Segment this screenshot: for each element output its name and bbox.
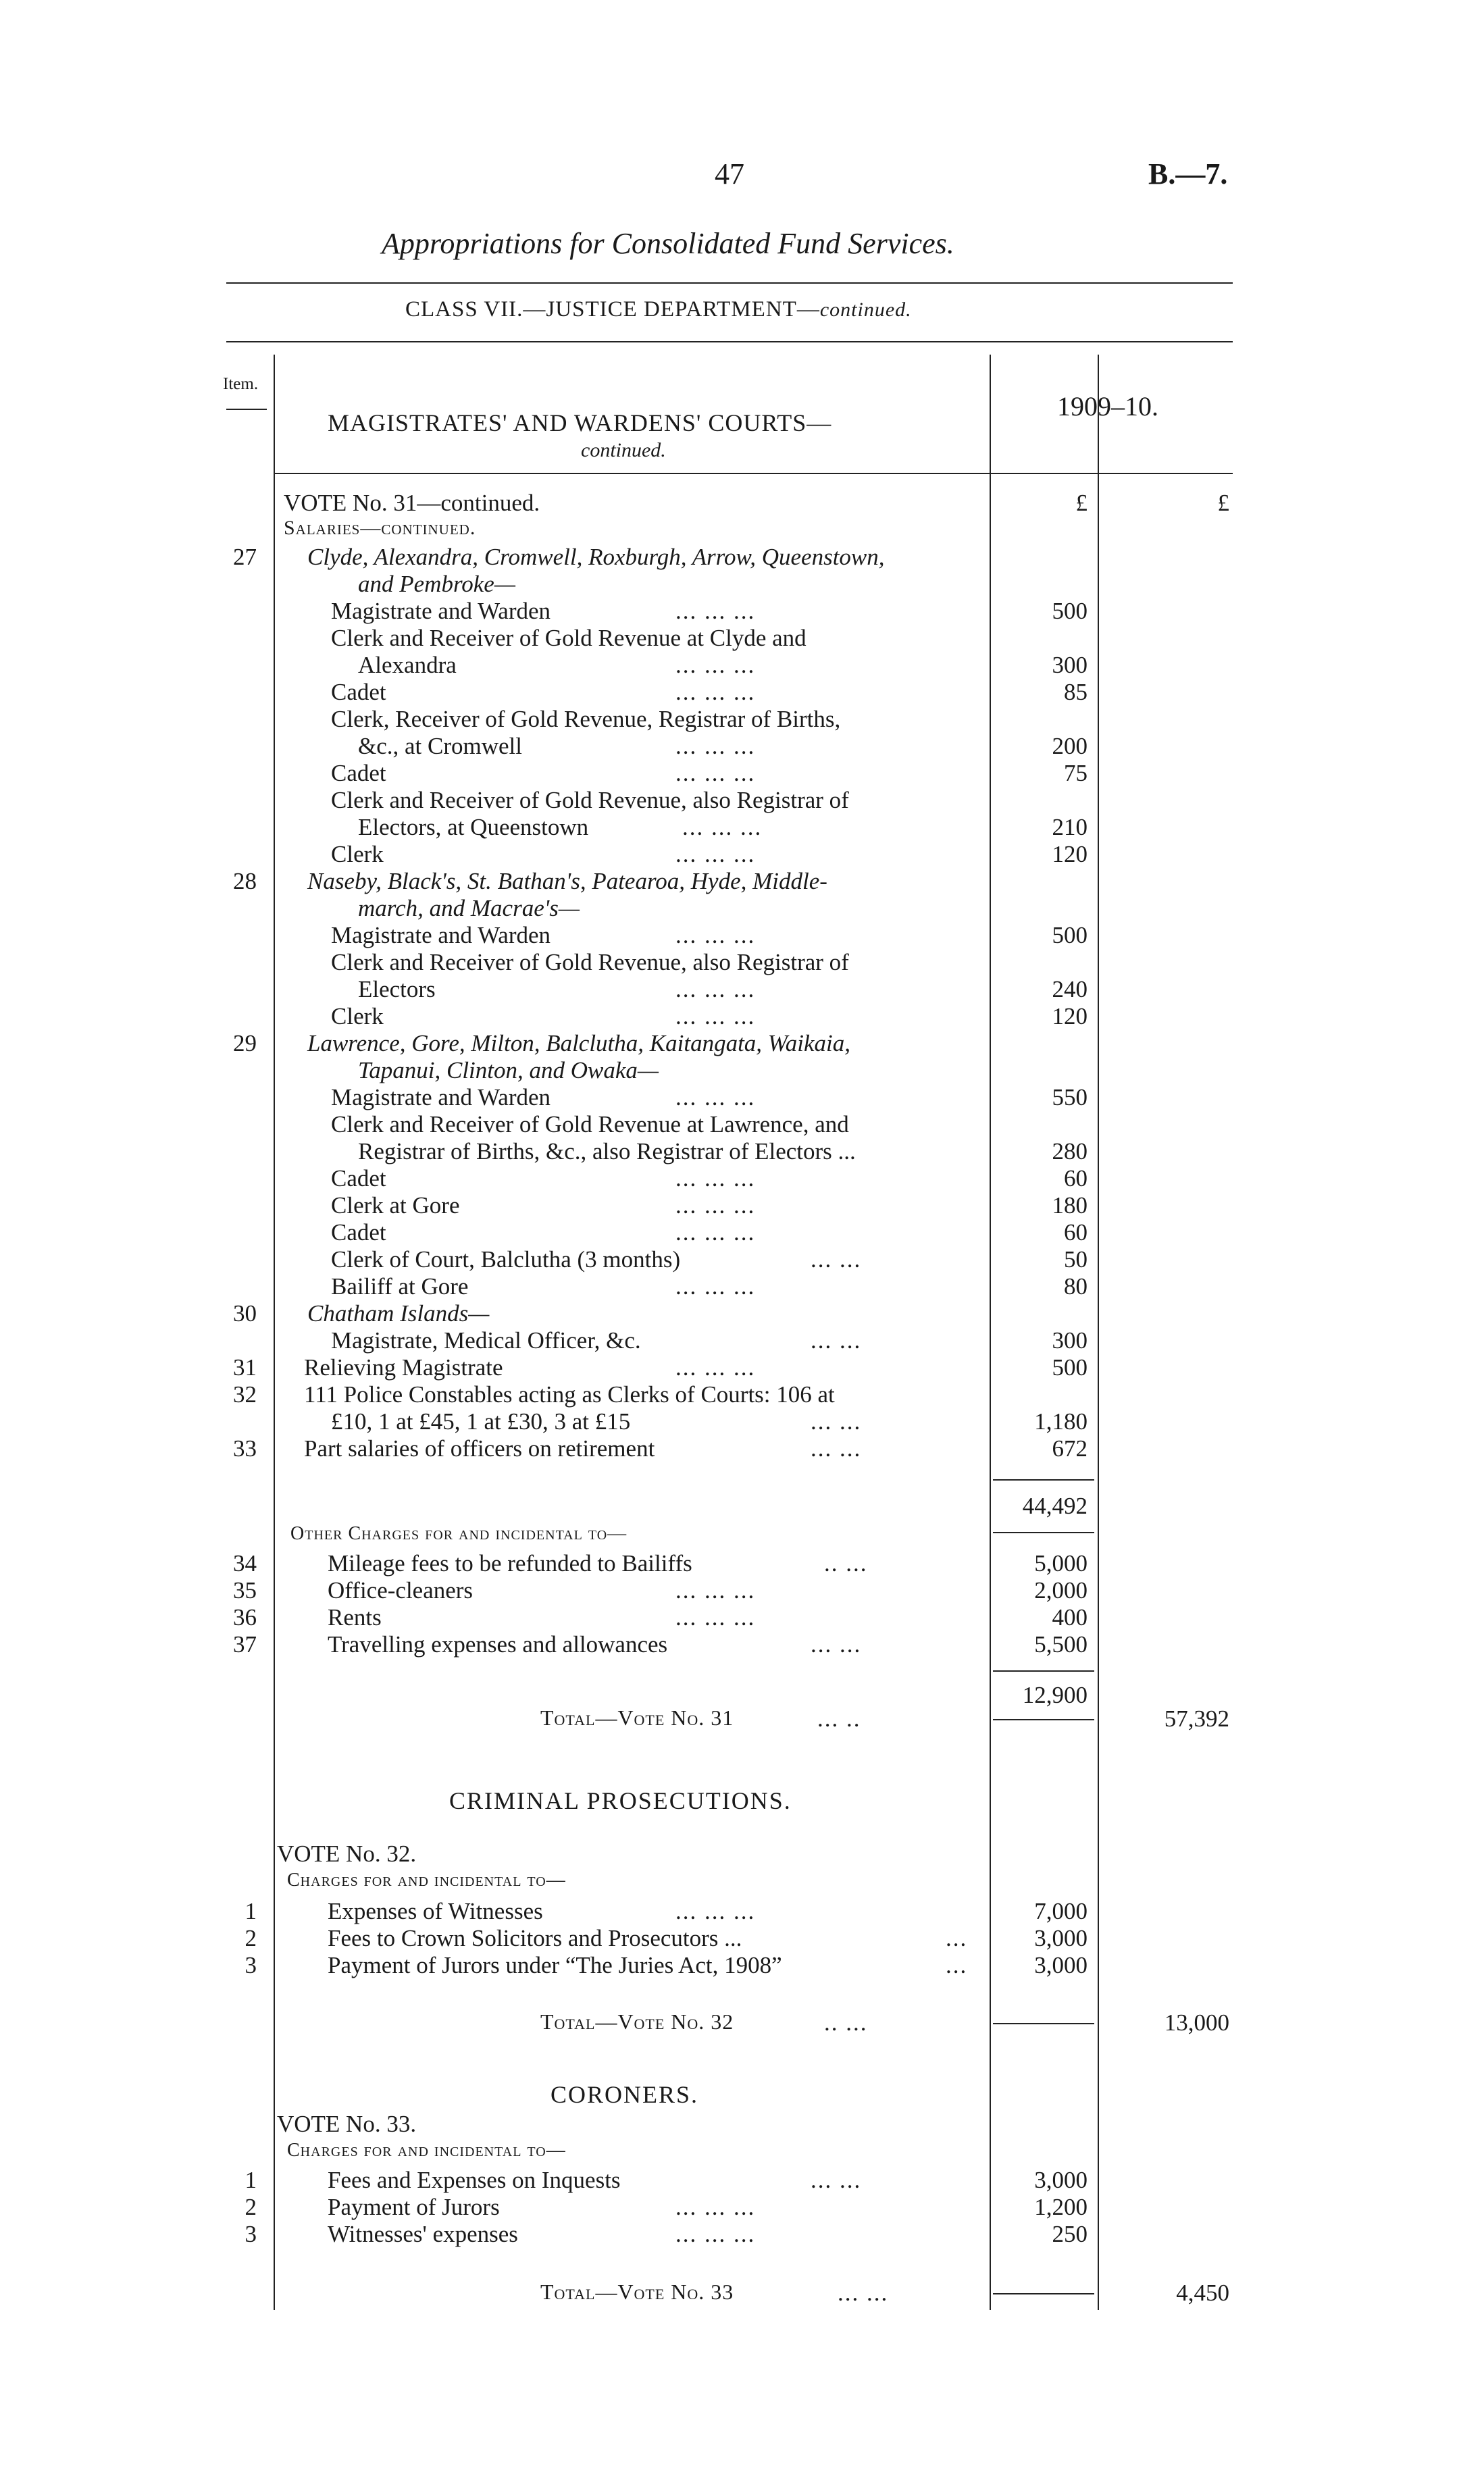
line-item-amount: 500 — [1052, 1354, 1088, 1381]
item-number: 35 — [233, 1577, 257, 1603]
leader-dots: .. ... — [824, 1550, 868, 1576]
table-row — [0, 1300, 1484, 1327]
leader-dots: ... ... ... — [675, 1354, 756, 1381]
table-row — [0, 1898, 1484, 1925]
district-names-cont: Tapanui, Clinton, and Owaka— — [358, 1057, 659, 1083]
salaries-heading: Salaries—continued. — [284, 517, 476, 539]
leader-dots: ... ... ... — [675, 1165, 756, 1191]
item-number: 27 — [233, 544, 257, 570]
item-number: 36 — [233, 1604, 257, 1631]
line-item-text: Mileage fees to be refunded to Bailiffs — [328, 1550, 692, 1576]
line-item-text: Clerk of Court, Balclutha (3 months) — [331, 1246, 681, 1273]
leader-dots: ... ... ... — [675, 1898, 756, 1924]
vote33-charges-heading-row — [0, 2140, 1484, 2167]
leader-dots: ... ... ... — [675, 2194, 756, 2220]
item-number: 2 — [245, 1925, 257, 1951]
subtotal-row — [0, 1682, 1484, 1709]
table-row — [0, 2221, 1484, 2248]
table-row — [0, 1030, 1484, 1057]
vote32-header-row — [0, 1841, 1484, 1868]
table-row — [0, 949, 1484, 976]
line-item-amount: 550 — [1052, 1084, 1088, 1110]
line-item-text: Payment of Jurors — [328, 2194, 500, 2220]
leader-dots: ... ... ... — [675, 652, 756, 678]
table-row — [0, 841, 1484, 868]
item-number: 3 — [245, 1952, 257, 1978]
salaries-heading-row — [0, 517, 1484, 544]
line-item-amount: 3,000 — [1034, 1925, 1088, 1951]
table-row — [0, 571, 1484, 598]
leader-dots: ... ... ... — [682, 814, 763, 840]
line-item-amount: 5,500 — [1034, 1631, 1088, 1658]
district-names-cont: march, and Macrae's— — [358, 895, 580, 921]
table-row — [0, 679, 1484, 706]
table-row — [0, 922, 1484, 949]
line-item-text: Magistrate and Warden — [331, 922, 551, 948]
line-item-amount: 3,000 — [1034, 1952, 1088, 1978]
leader-dots: ... ... — [811, 1435, 862, 1462]
vote32-charges-heading-row — [0, 1870, 1484, 1897]
vote32-charges-heading: Charges for and incidental to— — [287, 1870, 566, 1891]
vote32-title: VOTE No. 32. — [277, 1841, 417, 1867]
item-number: 37 — [233, 1631, 257, 1658]
vote32-total-row — [0, 2009, 1484, 2036]
currency-symbol-1: £ — [1075, 490, 1088, 516]
table-row — [0, 1057, 1484, 1084]
table-row — [0, 2194, 1484, 2221]
table-row — [0, 1550, 1484, 1577]
item-number: 2 — [245, 2194, 257, 2220]
header-rule-top — [226, 282, 1233, 284]
table-row — [0, 1952, 1484, 1979]
line-item-text: Alexandra — [358, 652, 457, 678]
line-item-amount: 5,000 — [1034, 1550, 1088, 1576]
line-item-amount: 180 — [1052, 1192, 1088, 1218]
line-item-amount: 120 — [1052, 1003, 1088, 1029]
table-row — [0, 976, 1484, 1003]
vote32-total-label: Total—Vote No. 32 — [540, 2009, 734, 2034]
vote33-header-row — [0, 2111, 1484, 2138]
line-item-amount: 280 — [1052, 1138, 1088, 1164]
line-item-amount: 1,180 — [1034, 1408, 1088, 1435]
line-item-amount: 50 — [1064, 1246, 1088, 1273]
line-item-text: Clerk and Receiver of Gold Revenue, also Registrar of — [331, 787, 849, 813]
line-item-text: Registrar of Births, &c., also Registrar of Electors ... — [358, 1138, 856, 1164]
other-charges-subtotal: 12,900 — [1022, 1682, 1088, 1708]
table-row — [0, 1577, 1484, 1604]
vote33-total-label: Total—Vote No. 33 — [540, 2280, 734, 2304]
item-number: 3 — [245, 2221, 257, 2247]
line-item-text: Electors, at Queenstown — [358, 814, 589, 840]
line-item-text: Clerk and Receiver of Gold Revenue, also Registrar of — [331, 949, 849, 975]
page-title: Appropriations for Consolidated Fund Services. — [382, 227, 954, 260]
line-item-text: Rents — [328, 1604, 382, 1631]
table-row — [0, 1192, 1484, 1219]
document-reference: B.—7. — [1148, 157, 1228, 190]
line-item-amount: 500 — [1052, 598, 1088, 624]
line-item-text: Clerk — [331, 841, 384, 867]
item-number: 1 — [245, 2167, 257, 2193]
line-item-text: Clerk, Receiver of Gold Revenue, Registrar of Births, — [331, 706, 841, 732]
other-charges-heading: Other Charges for and incidental to— — [290, 1523, 628, 1544]
vote31-total-label: Total—Vote No. 31 — [540, 1705, 734, 1730]
line-item-text: Payment of Jurors under “The Juries Act, 1908” — [328, 1952, 782, 1978]
vote31-title: VOTE No. 31—continued. — [284, 490, 540, 516]
vote31-total: 57,392 — [1164, 1705, 1229, 1732]
table-row — [0, 1111, 1484, 1138]
leader-dots: ... — [946, 1925, 968, 1951]
salaries-subtotal: 44,492 — [1022, 1493, 1088, 1519]
year-heading: 1909–10. — [1057, 391, 1158, 421]
table-row — [0, 895, 1484, 922]
leader-dots: .. ... — [824, 2009, 868, 2036]
leader-dots: ... ... — [838, 2280, 889, 2306]
section-title-continued: continued. — [581, 439, 666, 461]
table-row — [0, 1354, 1484, 1381]
leader-dots: ... ... — [811, 1631, 862, 1658]
leader-dots: ... ... — [811, 1408, 862, 1435]
item-number: 34 — [233, 1550, 257, 1576]
line-item-text: Magistrate, Medical Officer, &c. — [331, 1327, 641, 1354]
district-names: Clyde, Alexandra, Cromwell, Roxburgh, Arrow, Queenstown, — [307, 544, 885, 570]
leader-dots: ... ... ... — [675, 1084, 756, 1110]
leader-dots: ... ... ... — [675, 922, 756, 948]
subtotal-rule — [993, 1479, 1094, 1481]
table-row — [0, 814, 1484, 841]
line-item-amount: 3,000 — [1034, 2167, 1088, 2193]
line-item-amount: 2,000 — [1034, 1577, 1088, 1603]
leader-dots: ... .. — [817, 1705, 861, 1732]
item-number: 32 — [233, 1381, 257, 1408]
item-label-rule — [226, 409, 267, 410]
leader-dots: ... ... ... — [675, 1577, 756, 1603]
table-row — [0, 1631, 1484, 1658]
line-item-text: Clerk and Receiver of Gold Revenue at Lawrence, and — [331, 1111, 849, 1137]
table-row — [0, 1327, 1484, 1354]
leader-dots: ... ... ... — [675, 841, 756, 867]
leader-dots: ... ... ... — [675, 1192, 756, 1218]
table-row — [0, 2167, 1484, 2194]
section-title: MAGISTRATES' AND WARDENS' COURTS— — [328, 409, 832, 436]
line-item-amount: 400 — [1052, 1604, 1088, 1631]
leader-dots: ... ... ... — [675, 760, 756, 786]
district-names: Naseby, Black's, St. Bathan's, Patearoa, Hyde, Middle- — [307, 868, 827, 894]
table-row — [0, 1246, 1484, 1273]
page-number: 47 — [715, 157, 744, 190]
table-row — [0, 1084, 1484, 1111]
line-item-amount: 300 — [1052, 1327, 1088, 1354]
table-row — [0, 1604, 1484, 1631]
leader-dots: ... ... ... — [675, 1219, 756, 1246]
table-row — [0, 1408, 1484, 1435]
line-item-text: Bailiff at Gore — [331, 1273, 469, 1300]
line-item-text: 111 Police Constables acting as Clerks of Courts: 106 at — [304, 1381, 835, 1408]
line-item-amount: 7,000 — [1034, 1898, 1088, 1924]
table-row — [0, 1165, 1484, 1192]
leader-dots: ... ... ... — [675, 1003, 756, 1029]
line-item-text: Electors — [358, 976, 436, 1002]
vote31-header-row — [0, 490, 1484, 517]
line-item-text: Cadet — [331, 1219, 386, 1246]
table-row — [0, 787, 1484, 814]
leader-dots: ... ... ... — [675, 1604, 756, 1631]
leader-dots: ... ... — [811, 2167, 862, 2193]
table-row — [0, 1381, 1484, 1408]
line-item-text: Travelling expenses and allowances — [328, 1631, 668, 1658]
table-row — [0, 1219, 1484, 1246]
line-item-amount: 672 — [1052, 1435, 1088, 1462]
leader-dots: ... — [946, 1952, 968, 1978]
district-names: Lawrence, Gore, Milton, Balclutha, Kaitangata, Waikaia, — [307, 1030, 850, 1056]
line-item-text: £10, 1 at £45, 1 at £30, 3 at £15 — [331, 1408, 631, 1435]
item-number: 1 — [245, 1898, 257, 1924]
line-item-amount: 250 — [1052, 2221, 1088, 2247]
table-row — [0, 1273, 1484, 1300]
vote31-total-row — [0, 1705, 1484, 1733]
other-charges-heading-row — [0, 1523, 1484, 1550]
line-item-amount: 120 — [1052, 841, 1088, 867]
line-item-text: Fees and Expenses on Inquests — [328, 2167, 621, 2193]
class-heading: CLASS VII.—JUSTICE DEPARTMENT—continued. — [405, 297, 912, 322]
line-item-text: Cadet — [331, 760, 386, 786]
line-item-amount: 75 — [1064, 760, 1088, 786]
line-item-text: Clerk and Receiver of Gold Revenue at Clyde and — [331, 625, 807, 651]
leader-dots: ... ... — [811, 1327, 862, 1354]
line-item-amount: 300 — [1052, 652, 1088, 678]
subtotal-row — [0, 1493, 1484, 1520]
item-number: 28 — [233, 868, 257, 894]
coroners-heading: CORONERS. — [551, 2081, 699, 2108]
line-item-text: Clerk at Gore — [331, 1192, 460, 1218]
leader-dots: ... ... ... — [675, 679, 756, 705]
leader-dots: ... ... ... — [675, 733, 756, 759]
line-item-text: Magistrate and Warden — [331, 1084, 551, 1110]
line-item-amount: 85 — [1064, 679, 1088, 705]
line-item-text: Fees to Crown Solicitors and Prosecutors ... — [328, 1925, 742, 1951]
leader-dots: ... ... — [811, 1246, 862, 1273]
line-item-text: Cadet — [331, 679, 386, 705]
leader-dots: ... ... ... — [675, 2221, 756, 2247]
table-row — [0, 1435, 1484, 1462]
line-item-text: Witnesses' expenses — [328, 2221, 518, 2247]
district-names: Chatham Islands— — [307, 1300, 490, 1327]
leader-dots: ... ... ... — [675, 598, 756, 624]
table-row — [0, 598, 1484, 625]
criminal-prosecutions-heading: CRIMINAL PROSECUTIONS. — [449, 1787, 792, 1814]
line-item-text: Office-cleaners — [328, 1577, 474, 1603]
line-item-amount: 60 — [1064, 1219, 1088, 1246]
table-row — [0, 544, 1484, 571]
table-row — [0, 760, 1484, 787]
line-item-amount: 60 — [1064, 1165, 1088, 1191]
leader-dots: ... ... ... — [675, 976, 756, 1002]
table-row — [0, 1138, 1484, 1165]
item-column-label: Item. — [223, 375, 259, 393]
line-item-text: Relieving Magistrate — [304, 1354, 503, 1381]
vote33-title: VOTE No. 33. — [277, 2111, 417, 2137]
line-item-amount: 200 — [1052, 733, 1088, 759]
item-number: 30 — [233, 1300, 257, 1327]
vote33-charges-heading: Charges for and incidental to— — [287, 2140, 566, 2161]
line-item-amount: 500 — [1052, 922, 1088, 948]
table-row — [0, 652, 1484, 679]
table-row — [0, 625, 1484, 652]
item-number: 31 — [233, 1354, 257, 1381]
table-row — [0, 1925, 1484, 1952]
line-item-amount: 80 — [1064, 1273, 1088, 1300]
line-item-text: Magistrate and Warden — [331, 598, 551, 624]
leader-dots: ... ... ... — [675, 1273, 756, 1300]
table-head-rule — [274, 473, 1233, 474]
subtotal-rule — [993, 1670, 1094, 1672]
line-item-amount: 240 — [1052, 976, 1088, 1002]
line-item-text: &c., at Cromwell — [358, 733, 523, 759]
table-row — [0, 733, 1484, 760]
item-number: 29 — [233, 1030, 257, 1056]
vote32-total: 13,000 — [1164, 2009, 1229, 2036]
vote33-total: 4,450 — [1176, 2280, 1229, 2306]
line-item-amount: 1,200 — [1034, 2194, 1088, 2220]
line-item-text: Cadet — [331, 1165, 386, 1191]
vote33-total-row — [0, 2280, 1484, 2307]
line-item-amount: 210 — [1052, 814, 1088, 840]
table-row — [0, 1003, 1484, 1030]
line-item-text: Expenses of Witnesses — [328, 1898, 543, 1924]
line-item-text: Clerk — [331, 1003, 384, 1029]
table-row — [0, 868, 1484, 895]
item-number: 33 — [233, 1435, 257, 1462]
currency-symbol-2: £ — [1217, 490, 1229, 516]
header-rule-bottom — [226, 341, 1233, 342]
district-names-cont: and Pembroke— — [358, 571, 515, 597]
line-item-text: Part salaries of officers on retirement — [304, 1435, 655, 1462]
table-row — [0, 706, 1484, 733]
